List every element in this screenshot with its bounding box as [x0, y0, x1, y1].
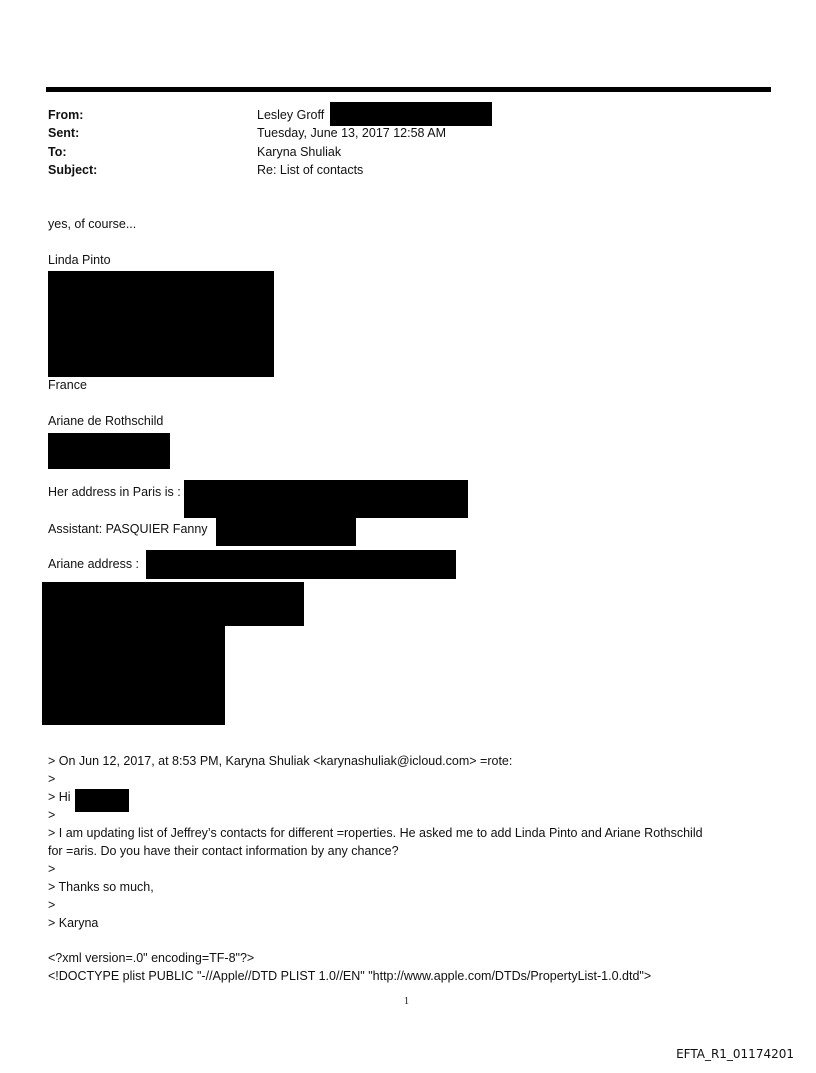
quoted-line: > — [48, 862, 56, 876]
assistant-text: Assistant: PASQUIER Fanny — [48, 522, 208, 536]
contact2-name: Ariane de Rothschild — [48, 414, 164, 428]
document-id: EFTA_R1_01174201 — [676, 1047, 794, 1061]
redaction-contact2-phone — [48, 433, 170, 469]
quoted-line: > — [48, 772, 56, 786]
paris-address-label: Her address in Paris is : — [48, 485, 181, 499]
sent-label: Sent: — [48, 126, 80, 140]
redaction-greeting-name — [75, 789, 129, 812]
from-value: Lesley Groff — [257, 108, 325, 122]
xml-line: <?xml version=.0" encoding=TF-8"?> — [48, 951, 255, 965]
contact1-country: France — [48, 378, 87, 392]
sent-value: Tuesday, June 13, 2017 12:58 AM — [257, 126, 447, 140]
quoted-line: > Hi — [48, 790, 71, 804]
redaction-assistant-contact — [216, 518, 356, 546]
redaction-address-block-bottom — [42, 626, 225, 725]
redaction-paris-address — [184, 480, 468, 518]
reply-text: yes, of course... — [48, 217, 137, 231]
to-value: Karyna Shuliak — [257, 145, 342, 159]
redaction-address-block-top — [42, 582, 304, 626]
redaction-from-email — [330, 102, 492, 126]
redaction-ariane-address — [146, 550, 456, 579]
quoted-line: > Thanks so much, — [48, 880, 154, 894]
quoted-line: > Karyna — [48, 916, 99, 930]
quoted-line: > — [48, 898, 56, 912]
from-label: From: — [48, 108, 84, 122]
quoted-line: for =aris. Do you have their contact information by any chance? — [48, 844, 399, 858]
subject-value: Re: List of contacts — [257, 163, 364, 177]
quoted-line: > On Jun 12, 2017, at 8:53 PM, Karyna Shuliak <karynashuliak@icloud.com> =rote: — [48, 754, 513, 768]
xml-line: <!DOCTYPE plist PUBLIC "-//Apple//DTD PLIST 1.0//EN" "http://www.apple.com/DTDs/PropertyList-1.0.dtd"> — [48, 969, 652, 983]
to-label: To: — [48, 145, 67, 159]
header-rule — [46, 87, 771, 92]
ariane-address-label: Ariane address : — [48, 557, 140, 571]
subject-label: Subject: — [48, 163, 98, 177]
page-number: 1 — [404, 996, 409, 1007]
redaction-contact1-details — [48, 271, 274, 377]
quoted-line: > I am updating list of Jeffrey’s contacts for different =roperties. He asked me to add Linda Pinto and Ariane Rothschild — [48, 826, 703, 840]
quoted-line: > — [48, 808, 56, 822]
contact1-name: Linda Pinto — [48, 253, 111, 267]
